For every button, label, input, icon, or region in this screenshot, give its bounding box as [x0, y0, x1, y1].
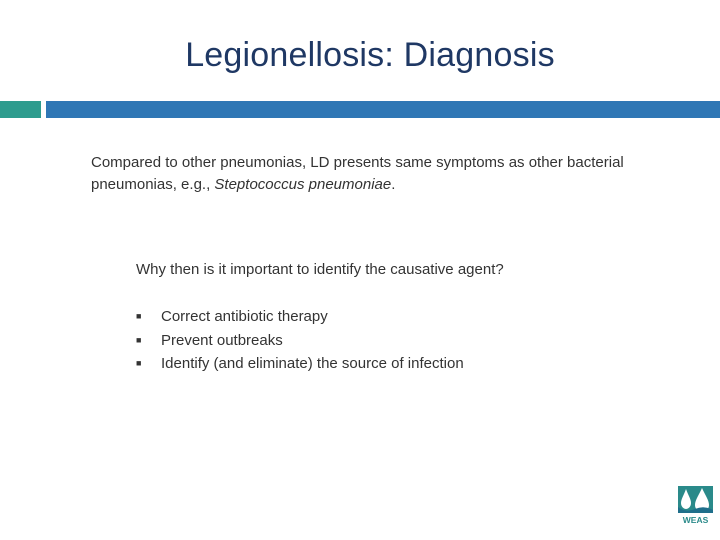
- list-item: [136, 306, 464, 330]
- question-text: Why then is it important to identify the causative agent?: [136, 261, 504, 278]
- header-accent-bar-left: [0, 101, 41, 118]
- list-item: [136, 353, 464, 377]
- bullet-list: [136, 306, 464, 377]
- bullet-text: Identify (and eliminate) the source of infection: [161, 355, 464, 372]
- logo-text: WEAS: [682, 515, 709, 525]
- intro-text: Compared to other pneumonias, LD presents same symptoms as other bacterial pneumonias, e.g.,: [91, 154, 624, 193]
- slide-title: Legionellosis: Diagnosis: [185, 36, 555, 74]
- square-bullet-icon: ■: [136, 358, 142, 368]
- square-bullet-icon: ■: [136, 311, 142, 321]
- intro-end: .: [391, 176, 396, 193]
- intro-italic-organism: Steptococcus pneumoniae: [214, 176, 392, 193]
- bullet-text: Correct antibiotic therapy: [161, 308, 328, 325]
- list-item: [136, 330, 464, 354]
- square-bullet-icon: ■: [136, 334, 142, 345]
- header-accent-bar-right: [46, 101, 720, 118]
- intro-paragraph: [91, 152, 651, 196]
- bullet-text: Prevent outbreaks: [161, 331, 283, 349]
- weas-logo: [678, 485, 713, 525]
